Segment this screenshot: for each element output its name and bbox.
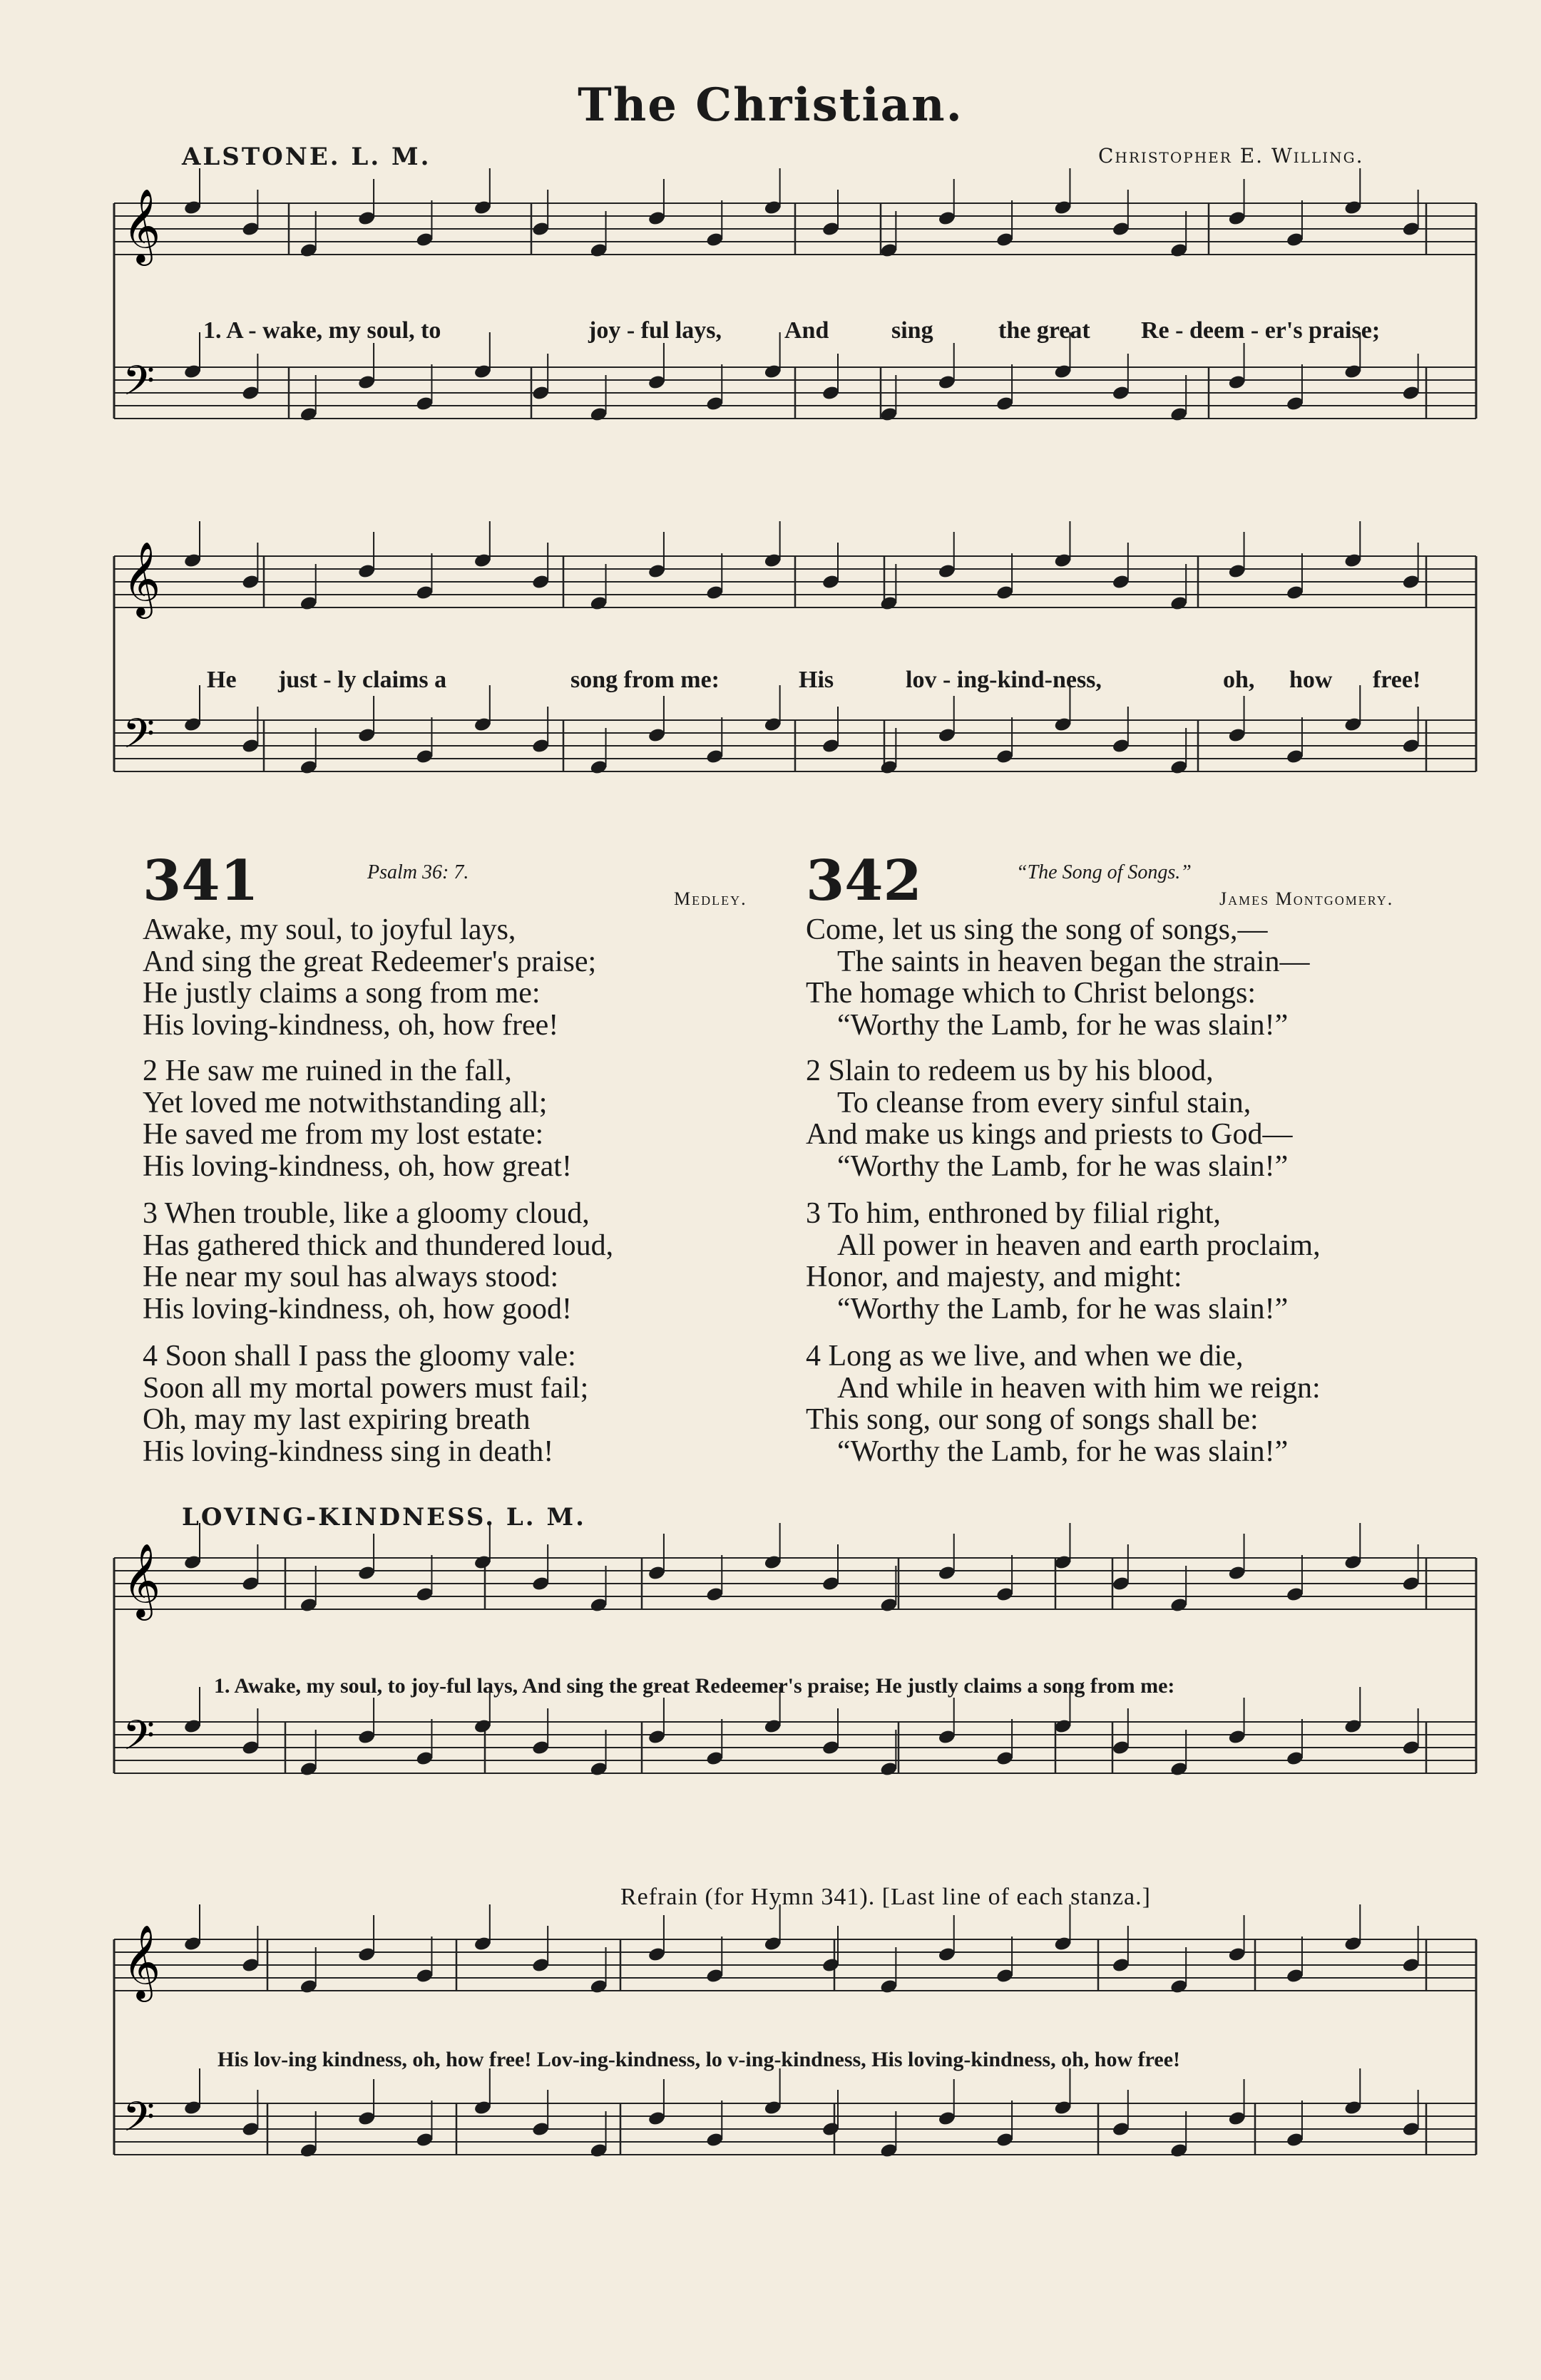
lyric-syllable: joy - ful lays,: [588, 317, 722, 344]
lyric-syllable: song from me:: [570, 667, 720, 693]
stanza-line: To cleanse from every sinful stain,: [837, 1086, 1251, 1119]
lyric-line: His lov-ing kindness, oh, how free! Lov-ing-kindness, lo v-ing-kindness, His loving-kindness, oh, how free!: [217, 2048, 1181, 2071]
lyric-syllable: the great: [998, 317, 1090, 344]
scripture-reference: Psalm 36: 7.: [367, 861, 469, 883]
treble-clef: 𝄞: [123, 188, 161, 263]
stanza-line: “Worthy the Lamb, for he was slain!”: [837, 1008, 1289, 1042]
stanza-342-2: [806, 1055, 1292, 1182]
stanza-line: His loving-kindness, oh, how free!: [143, 1008, 559, 1042]
stanza-line: Oh, may my last expiring breath: [143, 1403, 531, 1436]
stanza-line: 3 To him, enthroned by filial right,: [806, 1197, 1221, 1230]
bass-clef: 𝄢: [123, 1711, 155, 1770]
stanza-line: Soon all my mortal powers must fail;: [143, 1371, 589, 1405]
stanza-line: Come, let us sing the song of songs,—: [806, 913, 1268, 946]
tune-note: Medley.: [674, 888, 747, 909]
stanza-line: Yet loved me notwithstanding all;: [143, 1086, 548, 1119]
lyric-syllable: And: [784, 317, 829, 344]
stanza-341-2: [143, 1055, 572, 1182]
stanza-line: He justly claims a song from me:: [143, 977, 541, 1010]
hymn-number: 342: [806, 848, 922, 913]
stanza-341-4: [143, 1340, 588, 1467]
stanza-line: And make us kings and priests to God—: [806, 1118, 1293, 1151]
stanza-342-1: [806, 914, 1309, 1041]
stanza-line: 2 He saw me ruined in the fall,: [143, 1055, 512, 1087]
lyric-syllable: free!: [1373, 667, 1421, 693]
stanza-line: The saints in heaven began the strain—: [837, 945, 1310, 978]
lyric-line: 1. Awake, my soul, to joy-ful lays, And sing the great Redeemer's praise; He justly claims a song from me:: [214, 1674, 1175, 1698]
lyric-syllable: lov - ing-kind-ness,: [906, 667, 1102, 693]
stanza-line: “Worthy the Lamb, for he was slain!”: [837, 1292, 1289, 1325]
tune-composer: Christopher E. Willing.: [1098, 144, 1364, 168]
stanza-line: 4 Soon shall I pass the gloomy vale:: [143, 1340, 576, 1373]
stanza-line: He saved me from my lost estate:: [143, 1118, 544, 1151]
stanza-line: And while in heaven with him we reign:: [837, 1371, 1321, 1405]
lyric-syllable: Re - deem - er's praise;: [1141, 317, 1381, 344]
bass-clef: 𝄢: [123, 2093, 155, 2151]
treble-clef: 𝄞: [123, 1543, 161, 1618]
tune-name-alstone: ALSTONE. L. M.: [182, 143, 431, 171]
stanza-line: His loving-kindness, oh, how great!: [143, 1149, 572, 1183]
tune-name-loving-kindness: LOVING-KINDNESS. L. M.: [182, 1503, 586, 1532]
treble-clef: 𝄞: [123, 541, 161, 616]
lyric-syllable: oh,: [1223, 667, 1255, 693]
page-title: The Christian.: [578, 78, 963, 132]
bass-clef: 𝄢: [123, 709, 155, 768]
stanza-line: And sing the great Redeemer's praise;: [143, 945, 597, 978]
stanza-line: He near my soul has always stood:: [143, 1261, 559, 1293]
stanza-line: 2 Slain to redeem us by his blood,: [806, 1055, 1214, 1087]
stanza-line: “Worthy the Lamb, for he was slain!”: [837, 1149, 1289, 1183]
stanza-341-1: [143, 914, 596, 1041]
stanza-342-4: [806, 1340, 1321, 1467]
stanza-341-3: [143, 1198, 613, 1325]
hymn-number: 341: [143, 848, 259, 913]
hymn-author: James Montgomery.: [1219, 888, 1394, 909]
stanza-line: Honor, and majesty, and might:: [806, 1261, 1182, 1293]
stanza-line: Awake, my soul, to joyful lays,: [143, 913, 516, 946]
scripture-reference: “The Song of Songs.”: [1016, 861, 1192, 883]
bass-clef: 𝄢: [123, 357, 155, 415]
stanza-line: His loving-kindness sing in death!: [143, 1435, 554, 1468]
stanza-342-3: [806, 1198, 1321, 1325]
stanza-line: All power in heaven and earth proclaim,: [837, 1229, 1321, 1262]
stanza-line: 4 Long as we live, and when we die,: [806, 1340, 1244, 1373]
stanza-line: 3 When trouble, like a gloomy cloud,: [143, 1197, 590, 1230]
stanza-line: The homage which to Christ belongs:: [806, 977, 1256, 1010]
treble-clef: 𝄞: [123, 1924, 161, 1999]
lyric-syllable: just - ly claims a: [278, 667, 447, 693]
refrain-label: Refrain (for Hymn 341). [Last line of each stanza.]: [620, 1884, 1151, 1910]
lyric-syllable: how: [1289, 667, 1333, 693]
lyric-syllable: His: [799, 667, 834, 693]
stanza-line: His loving-kindness, oh, how good!: [143, 1292, 572, 1325]
lyric-syllable: 1. A - wake, my soul, to: [203, 317, 441, 344]
lyric-syllable: He: [207, 667, 237, 693]
stanza-line: This song, our song of songs shall be:: [806, 1403, 1259, 1436]
stanza-line: “Worthy the Lamb, for he was slain!”: [837, 1435, 1289, 1468]
stanza-line: Has gathered thick and thundered loud,: [143, 1229, 614, 1262]
lyric-syllable: sing: [891, 317, 933, 344]
